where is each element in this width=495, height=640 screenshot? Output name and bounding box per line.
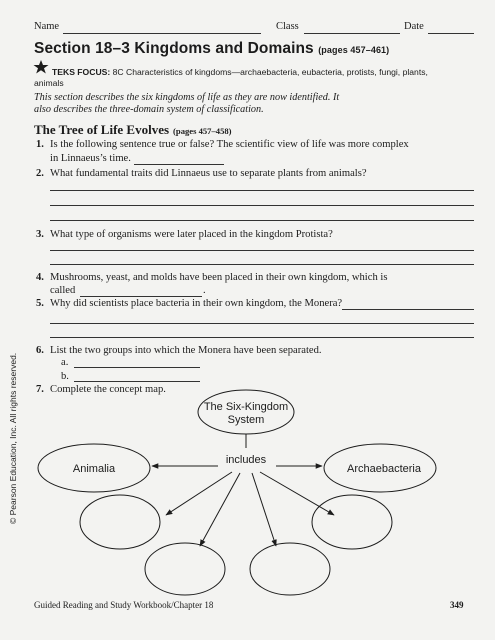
map-top-label-2: System	[227, 414, 265, 426]
q1-text-line2: in Linnaeus’s time.	[50, 153, 131, 164]
map-top-label: The Six-Kingdom	[203, 401, 289, 413]
q4-text: Mushrooms, yeast, and molds have been placed in their own kingdom, which is	[50, 272, 388, 283]
map-right-label: Archaebacteria	[347, 463, 421, 475]
q4-number: 4.	[36, 272, 44, 283]
date-label: Date	[404, 21, 424, 32]
arrow-to-node-3	[252, 473, 276, 546]
arrow-to-node-1	[166, 472, 232, 515]
q2-number: 2.	[36, 168, 44, 179]
intro-line-2: also describes the three-domain system of classification.	[34, 104, 264, 115]
intro-line-1: This section describes the six kingdoms of life as they are now identified. It	[34, 92, 340, 103]
q4-text-line2: called	[50, 285, 76, 296]
q3-text: What type of organisms were later placed in the kingdom Protista?	[50, 229, 333, 240]
teks-label: TEKS FOCUS:	[52, 67, 111, 77]
q5-number: 5.	[36, 298, 44, 309]
subsection-pages: (pages 457–458)	[173, 126, 232, 136]
q7-number: 7.	[36, 384, 44, 395]
section-title-text: Section 18–3 Kingdoms and Domains	[34, 40, 314, 57]
q1-text: Is the following sentence true or false? The scientific view of life was more complex	[50, 139, 409, 150]
concept-node-blank-3[interactable]	[250, 543, 330, 595]
name-label: Name	[34, 21, 60, 32]
map-link-label: includes	[225, 454, 267, 466]
arrow-to-node-2	[200, 473, 240, 546]
concept-node-blank-4[interactable]	[312, 495, 392, 549]
arrow-to-node-4	[260, 472, 334, 515]
class-label: Class	[276, 21, 299, 32]
q5-text: Why did scientists place bacteria in their own kingdom, the Monera?	[50, 298, 343, 309]
concept-node-blank-1[interactable]	[80, 495, 160, 549]
teks-text: 8C Characteristics of kingdoms—archaebacteria, eubacteria, protists, fungi, plants,	[112, 67, 428, 77]
q6-text: List the two groups into which the Monera have been separated.	[50, 345, 322, 356]
q6a-label: a.	[61, 357, 69, 368]
copyright-side-text: © Pearson Education, Inc. All rights reserved.	[8, 352, 18, 524]
q6b-label: b.	[61, 371, 69, 382]
subsection-title: The Tree of Life Evolves	[34, 122, 170, 137]
q7-text: Complete the concept map.	[50, 384, 166, 395]
section-pages: (pages 457–461)	[318, 45, 390, 55]
q1-number: 1.	[36, 139, 44, 150]
q4-period: .	[203, 285, 206, 296]
teks-text-line2: animals	[34, 78, 64, 88]
map-left-label: Animalia	[72, 463, 116, 475]
q3-number: 3.	[36, 229, 44, 240]
q6-number: 6.	[36, 345, 44, 356]
page-number: 349	[450, 600, 464, 610]
footer-text: Guided Reading and Study Workbook/Chapter 18	[34, 600, 214, 610]
q2-text: What fundamental traits did Linnaeus use to separate plants from animals?	[50, 168, 367, 179]
concept-node-blank-2[interactable]	[145, 543, 225, 595]
